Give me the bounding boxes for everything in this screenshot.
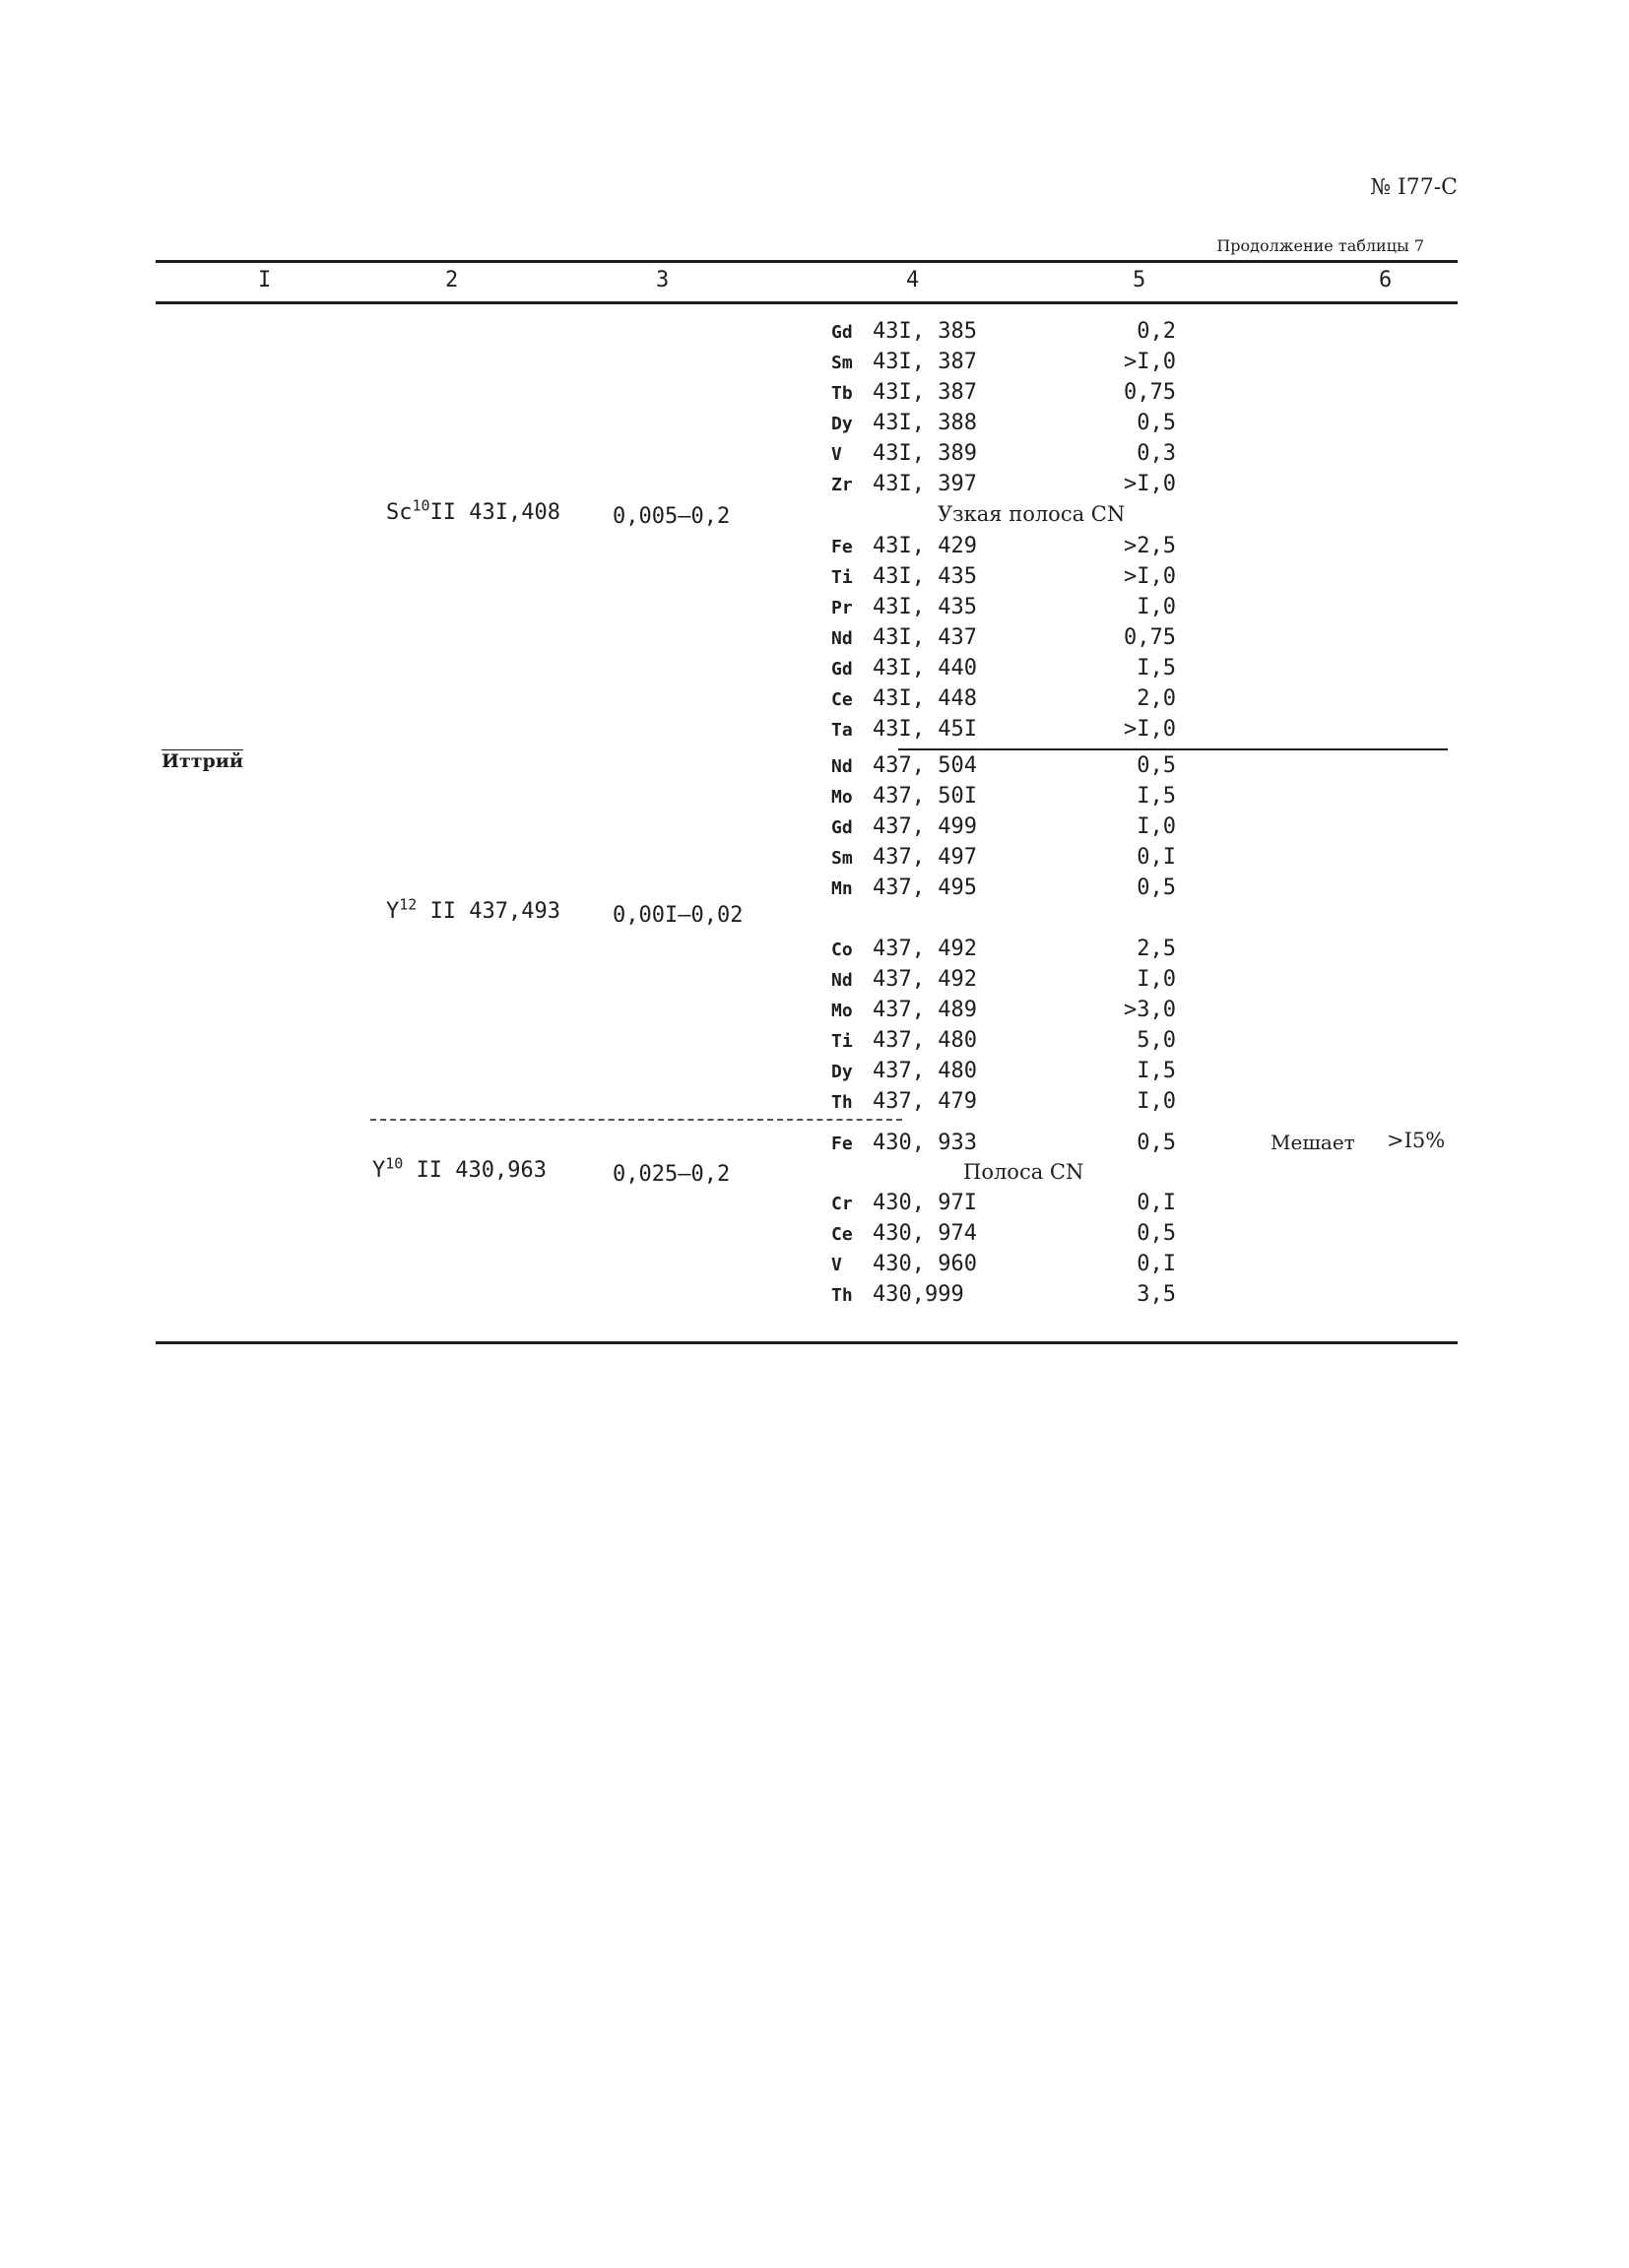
interfering-line: Ti 437, 480 — [831, 1028, 977, 1053]
interfering-line: Ce 430, 974 — [831, 1221, 977, 1246]
band-note: Полоса CN — [963, 1160, 1084, 1184]
analytical-line: $Y^{12}$ II 437,493 — [386, 895, 561, 924]
interfering-line: Zr 43I, 397 — [831, 472, 977, 496]
interfering-line: Gd 43I, 440 — [831, 656, 977, 680]
interference-value: 0,5 — [1137, 1131, 1176, 1155]
interference-value: 5,0 — [1137, 1028, 1176, 1053]
column-header-5: 5 — [1133, 268, 1146, 292]
interference-value: 0,75 — [1124, 380, 1176, 405]
interfering-line: Dy 437, 480 — [831, 1059, 977, 1083]
interference-value: 0,I — [1137, 1191, 1176, 1215]
interference-value: 0,5 — [1137, 753, 1176, 778]
interference-value: 2,0 — [1137, 686, 1176, 711]
interference-value: 0,2 — [1137, 319, 1176, 344]
interference-value: I,0 — [1137, 595, 1176, 619]
interference-value: 0,I — [1137, 1252, 1176, 1276]
interfering-line: Tb 43I, 387 — [831, 380, 977, 405]
interfering-line: Sm 437, 497 — [831, 845, 977, 870]
interference-value: I,0 — [1137, 967, 1176, 992]
interference-value: 0,5 — [1137, 411, 1176, 435]
table-bottom-rule — [156, 1341, 1458, 1344]
column-header-4: 4 — [906, 268, 920, 292]
interfering-line: Th 437, 479 — [831, 1089, 977, 1114]
document-number: № I77-С — [1370, 175, 1458, 200]
interfering-line: Mn 437, 495 — [831, 875, 977, 900]
interfering-line: Nd 43I, 437 — [831, 625, 977, 650]
interference-value: I,5 — [1137, 1059, 1176, 1083]
interfering-line: Mo 437, 489 — [831, 998, 977, 1022]
interference-value: >I,0 — [1124, 564, 1176, 589]
interfering-line: V 43I, 389 — [831, 441, 977, 466]
interfering-line: Mo 437, 50I — [831, 784, 977, 809]
section-rule-dashed — [370, 1119, 902, 1121]
interfering-line: Cr 430, 97I — [831, 1191, 977, 1215]
interference-value: >2,5 — [1124, 534, 1176, 558]
interference-value: 0,5 — [1137, 875, 1176, 900]
column-header-2: 2 — [445, 268, 459, 292]
interference-note-value: >I5% — [1387, 1129, 1446, 1152]
interference-value: >I,0 — [1124, 350, 1176, 374]
band-note: Узкая полоса CN — [938, 502, 1126, 526]
interference-value: 0,5 — [1137, 1221, 1176, 1246]
table-continuation-caption: Продолжение таблицы 7 — [1216, 236, 1424, 255]
interfering-line: Ta 43I, 45I — [831, 717, 977, 742]
interference-value: 2,5 — [1137, 937, 1176, 961]
section-rule — [898, 748, 1448, 750]
interfering-line: Sm 43I, 387 — [831, 350, 977, 374]
interfering-line: Dy 43I, 388 — [831, 411, 977, 435]
interference-value: I,0 — [1137, 1089, 1176, 1114]
interference-note-label: Мешает — [1271, 1131, 1355, 1154]
interfering-line: Nd 437, 492 — [831, 967, 977, 992]
interference-value: I,5 — [1137, 656, 1176, 680]
analytical-line: Sc$^{10}$II 43I,408 — [386, 496, 561, 525]
interfering-line: Pr 43I, 435 — [831, 595, 977, 619]
concentration-range: 0,025–0,2 — [613, 1162, 731, 1187]
interfering-line: Gd 437, 499 — [831, 814, 977, 839]
interference-value: 0,3 — [1137, 441, 1176, 466]
interfering-line: Th 430,999 — [831, 1282, 964, 1307]
column-header-6: 6 — [1379, 268, 1393, 292]
interfering-line: Fe 430, 933 — [831, 1131, 977, 1155]
interference-value: 3,5 — [1137, 1282, 1176, 1307]
analytical-line: $Y^{10}$ II 430,963 — [372, 1154, 548, 1183]
column-header-3: 3 — [656, 268, 670, 292]
interference-value: 0,75 — [1124, 625, 1176, 650]
interference-value: >I,0 — [1124, 717, 1176, 742]
interference-value: >3,0 — [1124, 998, 1176, 1022]
column-header-1: I — [258, 268, 272, 292]
interfering-line: Co 437, 492 — [831, 937, 977, 961]
interfering-line: Ce 43I, 448 — [831, 686, 977, 711]
interference-value: >I,0 — [1124, 472, 1176, 496]
interfering-line: Ti 43I, 435 — [831, 564, 977, 589]
element-name: Иттрий — [162, 750, 243, 772]
interfering-line: Fe 43I, 429 — [831, 534, 977, 558]
table-top-rule — [156, 260, 1458, 263]
interfering-line: Nd 437, 504 — [831, 753, 977, 778]
concentration-range: 0,005–0,2 — [613, 504, 731, 529]
table-header-rule — [156, 301, 1458, 304]
interference-value: 0,I — [1137, 845, 1176, 870]
interference-value: I,5 — [1137, 784, 1176, 809]
concentration-range: 0,00I–0,02 — [613, 903, 744, 928]
interfering-line: Gd 43I, 385 — [831, 319, 977, 344]
interference-value: I,0 — [1137, 814, 1176, 839]
interfering-line: V 430, 960 — [831, 1252, 977, 1276]
